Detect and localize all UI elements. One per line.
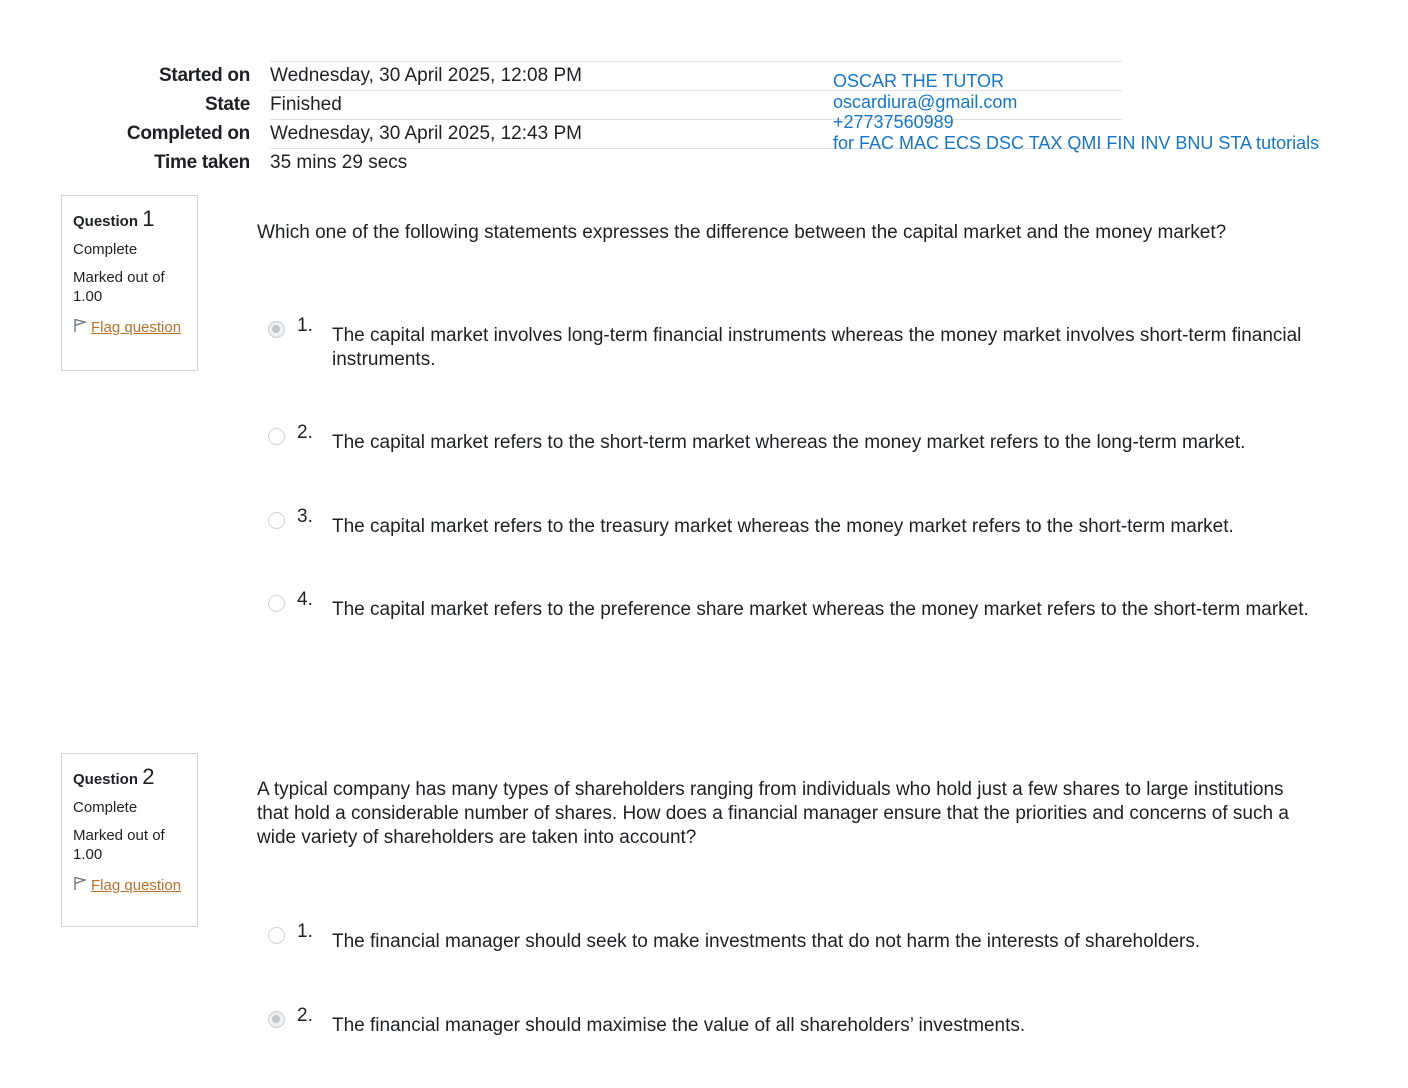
answer-number: 4. xyxy=(297,589,313,610)
question-info-2 xyxy=(61,753,198,927)
question-grade: Marked out of 1.00 xyxy=(73,827,165,863)
answer-number: 3. xyxy=(297,506,313,527)
question-text-2: A typical company has many types of shareholders ranging from individuals who hold just a few shares to large institutions that hold a considerable number of shares. How does a financial manager ensure that the priorities and concerns of such a wide variety of shareholders are taken into account? xyxy=(257,779,1289,848)
flag-question-link[interactable]: Flag question xyxy=(91,877,182,894)
summary-value: Wednesday, 30 April 2025, 12:43 PM xyxy=(270,120,1122,149)
answer-number: 1. xyxy=(297,921,313,942)
flag-icon[interactable] xyxy=(73,318,87,333)
question-state: Complete xyxy=(73,799,138,816)
answer-radio[interactable] xyxy=(268,512,285,529)
question-state: Complete xyxy=(73,241,138,258)
summary-value: Finished xyxy=(270,91,1122,120)
question-number-row xyxy=(73,764,187,790)
tutor-phone: +27737560989 xyxy=(833,112,954,132)
question-number: 2 xyxy=(142,764,155,789)
question-grade: Marked out of 1.00 xyxy=(73,269,165,305)
flag-icon[interactable] xyxy=(73,876,87,891)
flag-question-control[interactable] xyxy=(73,318,187,337)
answer-text[interactable]: The financial manager should maximise the value of all shareholders’ investments. xyxy=(332,1015,1026,1036)
summary-label: Started on xyxy=(159,65,250,86)
answer-radio[interactable] xyxy=(268,321,285,338)
answer-number: 1. xyxy=(297,315,313,336)
answer-number: 2. xyxy=(297,1005,313,1026)
tutor-name: OSCAR THE TUTOR xyxy=(833,71,1005,91)
tutor-email: oscardiura@gmail.com xyxy=(833,91,1018,112)
question-number-row xyxy=(73,206,187,232)
question-label: Question xyxy=(73,771,139,788)
answer-radio[interactable] xyxy=(268,927,285,944)
summary-value: 35 mins 29 secs xyxy=(270,149,1122,178)
flag-question-control[interactable] xyxy=(73,876,187,895)
tutor-tagline: for FAC MAC ECS DSC TAX QMI FIN INV BNU STA tutorials xyxy=(833,132,1320,153)
summary-label: Completed on xyxy=(126,123,250,144)
summary-label: State xyxy=(205,94,250,115)
answer-number: 2. xyxy=(297,422,313,443)
answer-text[interactable]: The capital market involves long-term financial instruments whereas the money market involves short-term financial instruments. xyxy=(332,325,1302,370)
question-text-1: Which one of the following statements expresses the difference between the capital market and the money market? xyxy=(257,222,1227,243)
question-label: Question xyxy=(73,213,139,230)
answer-radio[interactable] xyxy=(268,595,285,612)
tutor-watermark xyxy=(833,71,1319,153)
question-number: 1 xyxy=(142,206,155,231)
answer-text[interactable]: The capital market refers to the preference share market whereas the money market refers to the short-term market. xyxy=(332,599,1309,620)
answer-text[interactable]: The financial manager should seek to make investments that do not harm the interests of shareholders. xyxy=(332,931,1201,952)
answer-radio[interactable] xyxy=(268,1011,285,1028)
answer-radio[interactable] xyxy=(268,428,285,445)
answer-text[interactable]: The capital market refers to the short-term market whereas the money market refers to the long-term market. xyxy=(332,432,1246,453)
flag-question-link[interactable]: Flag question xyxy=(91,319,182,336)
question-info-1 xyxy=(61,195,198,371)
summary-label: Time taken xyxy=(154,151,250,173)
summary-value: Wednesday, 30 April 2025, 12:08 PM xyxy=(270,62,1122,91)
answer-text[interactable]: The capital market refers to the treasury market whereas the money market refers to the short-term market. xyxy=(332,516,1234,537)
